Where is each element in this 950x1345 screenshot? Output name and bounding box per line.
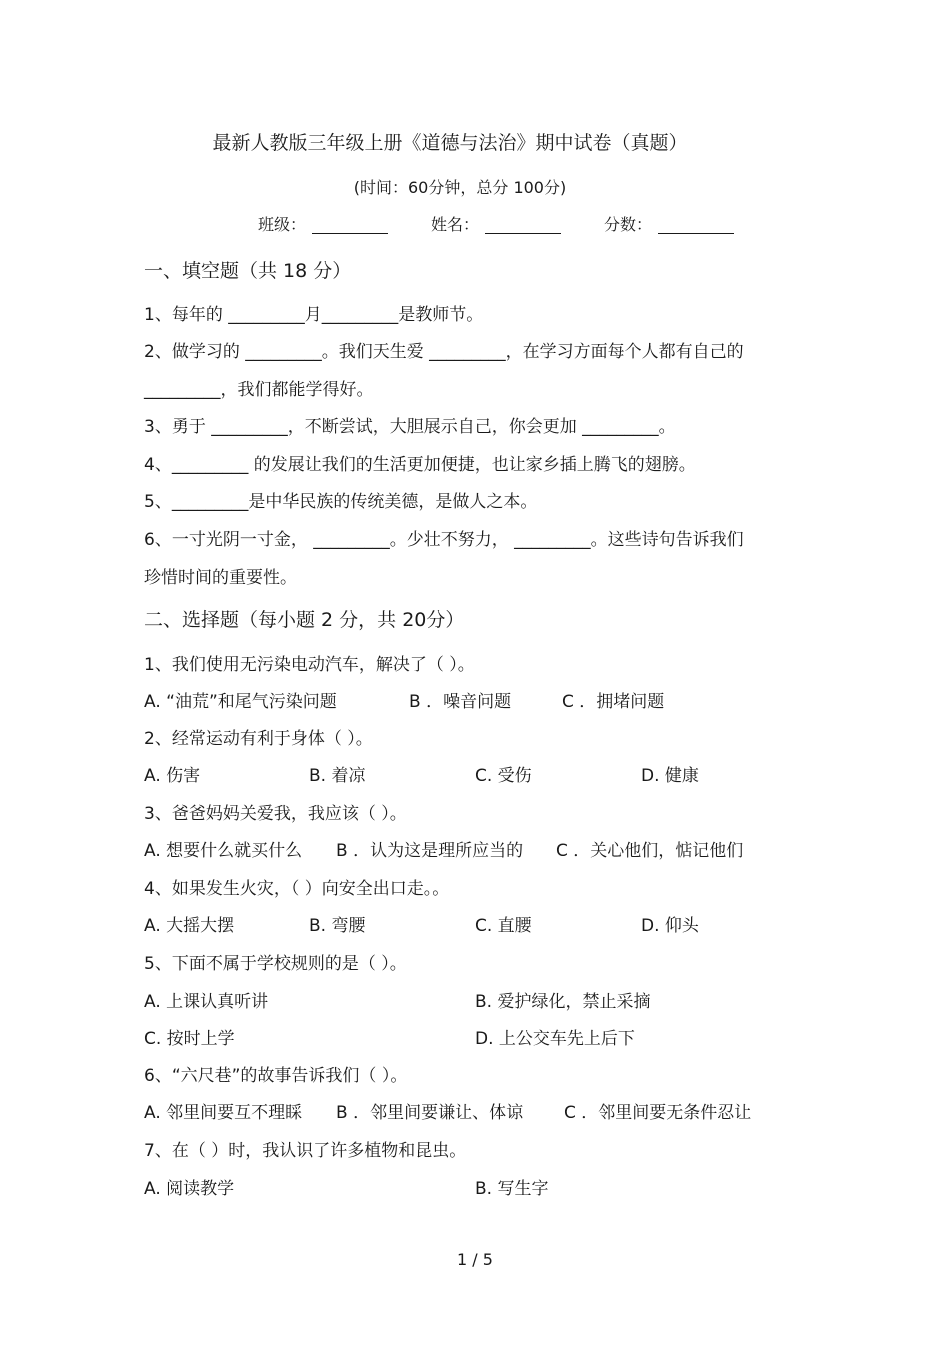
option-b: B ．邻里间要谦让、体谅: [336, 1103, 524, 1123]
exam-time-info: (时间：60分钟，总分 100分): [353, 178, 567, 197]
section-heading-fill-in: 一、填空题（共 18 分）: [144, 260, 352, 282]
option-c: C. 直腰: [475, 916, 532, 936]
choice-question-stem: 2、经常运动有利于身体（ ）。: [144, 729, 373, 749]
name-blank: [485, 217, 561, 234]
fill-question-continued: _________，我们都能学得好。: [144, 380, 374, 400]
option-b: B ．噪音问题: [409, 692, 512, 712]
score-label: 分数：: [604, 215, 653, 234]
option-d: D. 仰头: [641, 916, 699, 936]
option-a: A. 邻里间要互不理睬: [144, 1103, 303, 1123]
choice-question-stem: 4、如果发生火灾，（ ）向安全出口走。。: [144, 879, 450, 899]
fill-question: 4、_________ 的发展让我们的生活更加便捷，也让家乡插上腾飞的翅膀。: [144, 455, 696, 475]
option-d: D. 健康: [641, 766, 699, 786]
option-a: A. “油荒”和尾气污染问题: [144, 692, 337, 712]
option-c: C ．邻里间要无条件忍让: [564, 1103, 752, 1123]
choice-question-stem: 5、下面不属于学校规则的是（ ）。: [144, 954, 407, 974]
fill-question: 1、每年的 _________月_________是教师节。: [144, 305, 484, 325]
option-b: B ．认为这是理所应当的: [336, 841, 524, 861]
option-b: B. 爱护绿化，禁止采摘: [475, 992, 651, 1012]
option-c: C ．拥堵问题: [562, 692, 665, 712]
option-a: A. 伤害: [144, 766, 201, 786]
choice-question-stem: 3、爸爸妈妈关爱我，我应该（ ）。: [144, 804, 407, 824]
score-blank: [658, 217, 734, 234]
name-label: 姓名：: [431, 215, 480, 234]
fill-question: 6、一寸光阴一寸金， _________。少壮不努力， _________。这些诗句告诉我们: [144, 530, 744, 550]
option-b: B. 着凉: [309, 766, 366, 786]
option-c: C. 按时上学: [144, 1029, 235, 1049]
choice-question-stem: 1、我们使用无污染电动汽车，解决了（ ）。: [144, 655, 475, 675]
option-c: C. 受伤: [475, 766, 532, 786]
name-field: [431, 212, 561, 235]
choice-question-stem: 6、“六尺巷”的故事告诉我们（ ）。: [144, 1066, 408, 1086]
class-label: 班级：: [258, 215, 307, 234]
class-blank: [312, 217, 388, 234]
option-a: A. 大摇大摆: [144, 916, 235, 936]
option-a: A. 想要什么就买什么: [144, 841, 303, 861]
fill-question-continued: 珍惜时间的重要性。: [144, 568, 297, 588]
class-field: [258, 212, 388, 235]
fill-question: 2、做学习的 _________。我们天生爱 _________，在学习方面每个人都有自己的: [144, 342, 744, 362]
option-c: C ．关心他们，惦记他们: [556, 841, 744, 861]
option-a: A. 阅读教学: [144, 1179, 235, 1199]
option-d: D. 上公交车先上后下: [475, 1029, 635, 1049]
choice-question-stem: 7、在（ ）时，我认识了许多植物和昆虫。: [144, 1141, 467, 1161]
section-heading-multiple-choice: 二、选择题（每小题 2 分，共 20分）: [144, 609, 465, 631]
option-b: B. 写生字: [475, 1179, 549, 1199]
page-number: 1 / 5: [457, 1250, 493, 1269]
score-field: [604, 212, 734, 235]
fill-question: 3、勇于 _________，不断尝试，大胆展示自己，你会更加 _________。: [144, 417, 676, 437]
page-title: 最新人教版三年级上册《道德与法治》期中试卷（真题）: [212, 132, 688, 154]
option-a: A. 上课认真听讲: [144, 992, 269, 1012]
option-b: B. 弯腰: [309, 916, 366, 936]
fill-question: 5、_________是中华民族的传统美德，是做人之本。: [144, 492, 538, 512]
